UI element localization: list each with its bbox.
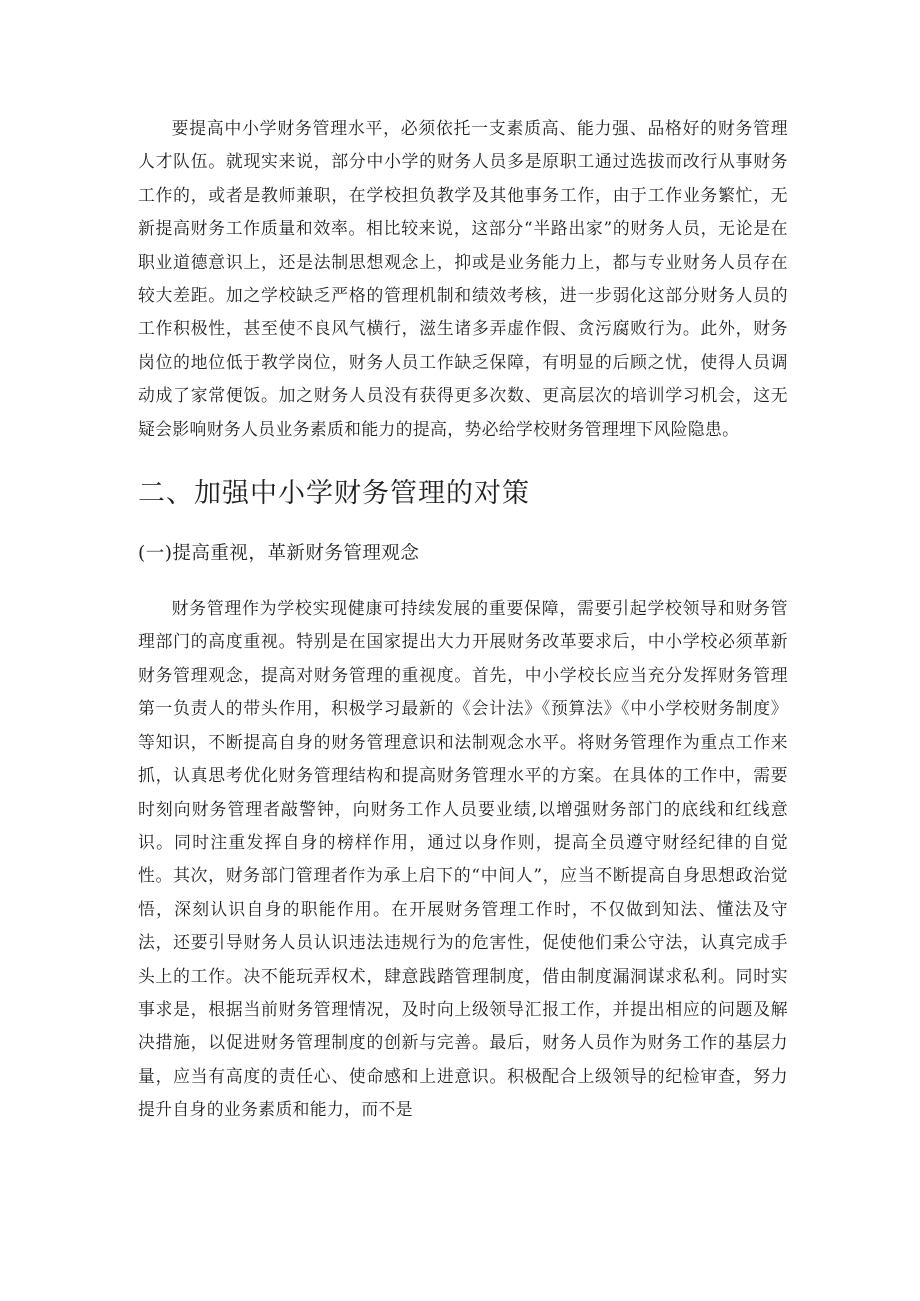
document-page: [138, 112, 788, 1127]
subsection-heading: (一)提高重视，革新财务管理观念: [138, 543, 420, 565]
body-paragraph-management-concept: 财务管理作为学校实现健康可持续发展的重要保障，需要引起学校领导和财务管理部门的高度重视。特别是在国家提出大力开展财务改革要求后，中小学校必须革新财务管理观念，提高对财务管理的重视度。首先，中小学校长应当充分发挥财务管理第一负责人的带头作用，积极学习最新的《会计法》《预算法》《中小学校财务制度》等知识，不断提高自身的财务管理意识和法制观念水平。将财务管理作为重点工作来抓，认真思考优化财务管理结构和提高财务管理水平的方案。在具体的工作中，需要时刻向财务管理者敲警钟，向财务工作人员要业绩,以增强财务部门的底线和红线意识。同时注重发挥自身的榜样作用，通过以身作则，提高全员遵守财经纪律的自觉性。其次，财务部门管理者作为承上启下的“中间人”，应当不断提高自身思想政治觉悟，深刻认识自身的职能作用。在开展财务管理工作时，不仅做到知法、懂法及守法，还要引导财务人员认识违法违规行为的危害性，促使他们秉公守法，认真完成手头上的工作。决不能玩弄权术，肆意践踏管理制度，借由制度漏洞谋求私利。同时实事求是，根据当前财务管理情况，及时向上级领导汇报工作，并提出相应的问题及解决措施，以促进财务管理制度的创新与完善。最后，财务人员作为财务工作的基层力量，应当有高度的责任心、使命感和上进意识。积极配合上级领导的纪检审查，努力提升自身的业务素质和能力，而不是: [138, 598, 788, 1120]
section-heading: 二、加强中小学财务管理的对策: [138, 478, 530, 510]
body-paragraph-staff-quality: 要提高中小学财务管理水平，必须依托一支素质高、能力强、品格好的财务管理人才队伍。就现实来说，部分中小学的财务人员多是原职工通过选拔而改行从事财务工作的，或者是教师兼职，在学校担负教学及其他事务工作，由于工作业务繁忙，无新提高财务工作质量和效率。相比较来说，这部分“半路出家”的财务人员，无论是在职业道德意识上，还是法制思想观念上，抑或是业务能力上，都与专业财务人员存在较大差距。加之学校缺乏严格的管理机制和绩效考核，进一步弱化这部分财务人员的工作积极性，甚至使不良风气横行，滋生诸多弄虚作假、贪污腐败行为。此外，财务岗位的地位低于教学岗位，财务人员工作缺乏保障，有明显的后顾之忧，使得人员调动成了家常便饭。加之财务人员没有获得更多次数、更高层次的培训学习机会，这无疑会影响财务人员业务素质和能力的提高，势必给学校财务管理埋下风险隐患。: [138, 118, 788, 439]
